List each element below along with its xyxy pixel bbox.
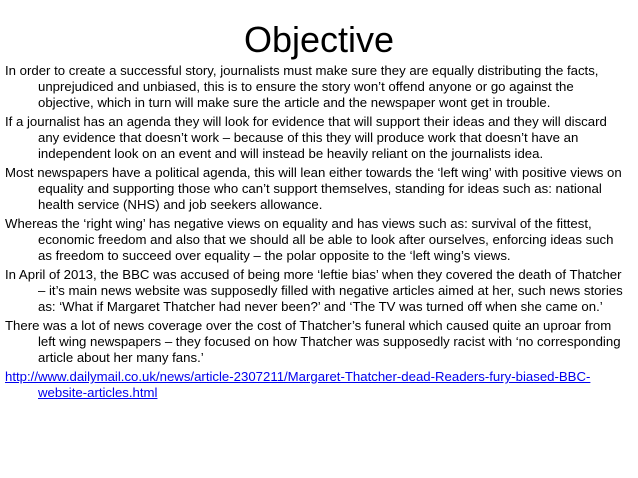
paragraph-funeral-coverage: There was a lot of news coverage over the cost of Thatcher’s funeral which caused quite an uproar from left wing newspapers – they focused on how Thatcher was supposedly racist with ‘no corresponding article about her many fans.’ <box>5 318 621 365</box>
paragraph-right-wing: Whereas the ‘right wing’ has negative views on equality and has views such as: survival of the fittest, economic freedom and also that we should all be able to look after ourselves, enforcing ideas such as freedom to succeed over equality – the polar opposite to the ‘left wing’s views. <box>5 216 614 263</box>
source-link-paragraph <box>5 369 631 401</box>
paragraph-agenda: If a journalist has an agenda they will look for evidence that will support their ideas and they will discard any evidence that doesn’t work – because of this they will produce work that doesn’t have an independent look on an event and will instead be heavily reliant on the journalists idea. <box>5 114 607 161</box>
slide-body <box>5 63 631 404</box>
paragraph-left-wing: Most newspapers have a political agenda, this will lean either towards the ‘left wing’ with positive views on equality and supporting those who can’t support themselves, standing for ideas such as: national health service (NHS) and job seekers allowance. <box>5 165 622 212</box>
source-link[interactable]: http://www.dailymail.co.uk/news/article-2307211/Margaret-Thatcher-dead-Readers-fury-biased-BBC-website-articles.html <box>5 369 591 400</box>
slide-title: Objective <box>243 19 395 60</box>
paragraph-bbc-bias: In April of 2013, the BBC was accused of being more ‘leftie bias’ when they covered the death of Thatcher – it’s main news website was supposedly filled with negative articles aimed at her, such news stories as: ‘What if Margaret Thatcher had never been?’ and ‘The TV was turned off when she came on.’ <box>5 267 623 314</box>
paragraph-objectivity: In order to create a successful story, journalists must make sure they are equally distributing the facts, unprejudiced and unbiased, this is to ensure the story won’t offend anyone or go against the objective, which in turn will make sure the article and the newspaper wont get in trouble. <box>5 63 599 110</box>
